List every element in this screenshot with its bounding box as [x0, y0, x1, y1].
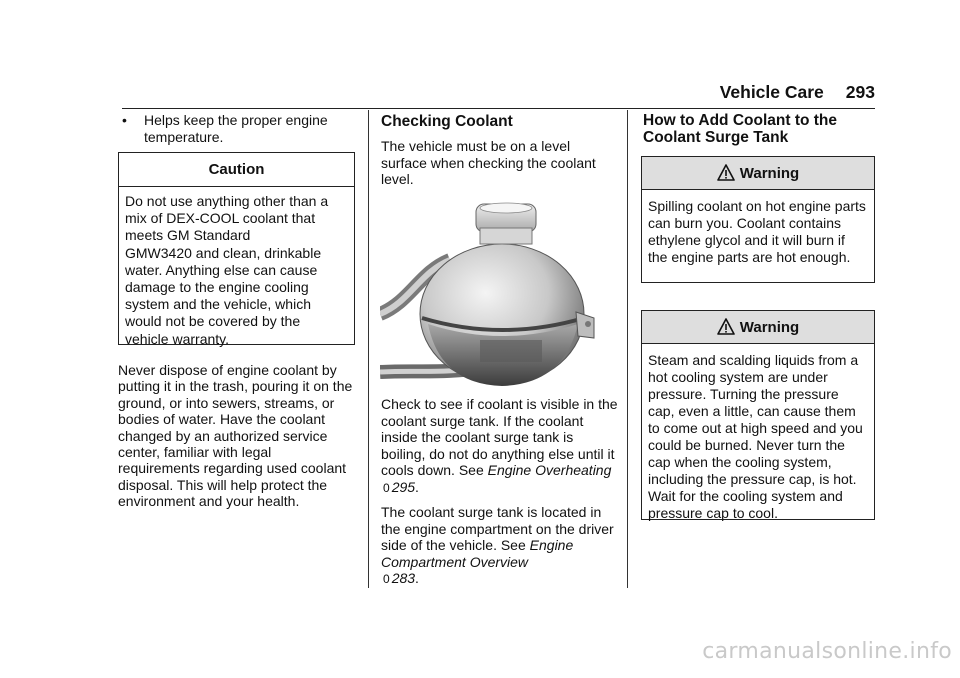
column-divider-right [627, 110, 628, 588]
warning-icon [717, 164, 735, 182]
warning-icon [717, 318, 735, 336]
disposal-paragraph: Never dispose of engine coolant by putting it in the trash, pouring it on the ground, or into sewers, streams, or bodies of water. Have the coolant changed by an authorized service center, familiar with legal requirements regarding used coolant disposal. This will help protect the environment and your health. [118, 362, 353, 510]
engine-overheating-page[interactable]: 295 [391, 478, 416, 495]
tank-location-paragraph: The coolant surge tank is located in the engine compartment on the driver side of the vehicle. See Engine Compartment Overview 0 283. [381, 504, 614, 586]
middle-column [381, 113, 619, 196]
page-ref-icon: 0 [383, 480, 390, 495]
caution-line: system and the vehicle, which [125, 296, 311, 313]
caution-line: damage to the engine cooling [125, 279, 309, 296]
caution-text [119, 187, 354, 356]
check-coolant-text: Check to see if coolant is visible in the coolant surge tank. If the coolant inside the coolant surge tank is boiling, do not do anything else until it cools down. See [381, 396, 618, 478]
bullet-text: Helps keep the proper engine temperature. [144, 112, 328, 145]
column-divider-left [368, 110, 369, 588]
caution-line: water. Anything else can cause [125, 261, 318, 278]
engine-overheating-link[interactable]: Engine Overheating [487, 462, 612, 478]
tank-location-text: The coolant surge tank is located in the engine compartment on the driver side of the vehicle. See [381, 504, 614, 553]
caution-box [118, 152, 355, 345]
bullet-symbol: • [122, 112, 127, 128]
warning-text: Spilling coolant on hot engine parts can burn you. Coolant contains ethylene glycol and it will burn if the engine parts are hot enough. [648, 198, 866, 265]
page-ref-icon: 0 [383, 572, 390, 586]
caution-line: meets GM Standard [125, 227, 251, 244]
warning-header [642, 311, 874, 344]
intro-paragraph: The vehicle must be on a level surface when checking the coolant level. [381, 138, 596, 187]
coolant-surge-tank-image [380, 202, 616, 388]
right-column-heading [643, 112, 877, 146]
page-number: 293 [845, 82, 875, 102]
caution-line: GMW3420 and clean, drinkable [125, 244, 322, 261]
caution-line: would not be covered by the [125, 313, 301, 330]
header-rule [122, 108, 875, 109]
middle-column-body [381, 396, 621, 596]
bullet-item [122, 112, 356, 145]
engine-compartment-page[interactable]: 283 [391, 570, 416, 586]
add-coolant-heading [643, 112, 877, 146]
caution-title: Caution [119, 153, 354, 187]
checking-coolant-heading: Checking Coolant [381, 113, 513, 130]
warning-title: Warning [739, 164, 800, 182]
caution-line: Do not use anything other than a [125, 193, 329, 209]
left-column [122, 112, 356, 145]
page-header [600, 82, 875, 106]
warning-box-spilling [641, 156, 875, 283]
caution-line: mix of DEX-COOL coolant that [125, 210, 316, 227]
caution-line: vehicle warranty. [125, 330, 230, 347]
engine-compartment-overview-link[interactable]: Engine Compartment Overview [381, 537, 574, 570]
add-coolant-heading-line1: How to Add Coolant to the [643, 112, 837, 129]
add-coolant-heading-line2: Coolant Surge Tank [643, 129, 789, 146]
warning-header [642, 157, 874, 190]
check-coolant-paragraph: Check to see if coolant is visible in the coolant surge tank. If the coolant inside the coolant surge tank is boiling, do not do anything else until it cools down. See Engine Overheating 0 295. [381, 396, 618, 495]
section-title: Vehicle Care [719, 82, 824, 102]
warning-title: Warning [739, 318, 800, 336]
watermark: carmanualsonline.info [702, 639, 952, 664]
warning-box-steam [641, 310, 875, 520]
warning-text: Steam and scalding liquids from a hot cooling system are under pressure. Turning the pressure cap, even a little, can cause them to come out at high speed and you could be burned. Never turn the cap when the cooling system, including the pressure cap, is hot. Wait for the cooling system and pressure cap to cool. [648, 352, 863, 521]
